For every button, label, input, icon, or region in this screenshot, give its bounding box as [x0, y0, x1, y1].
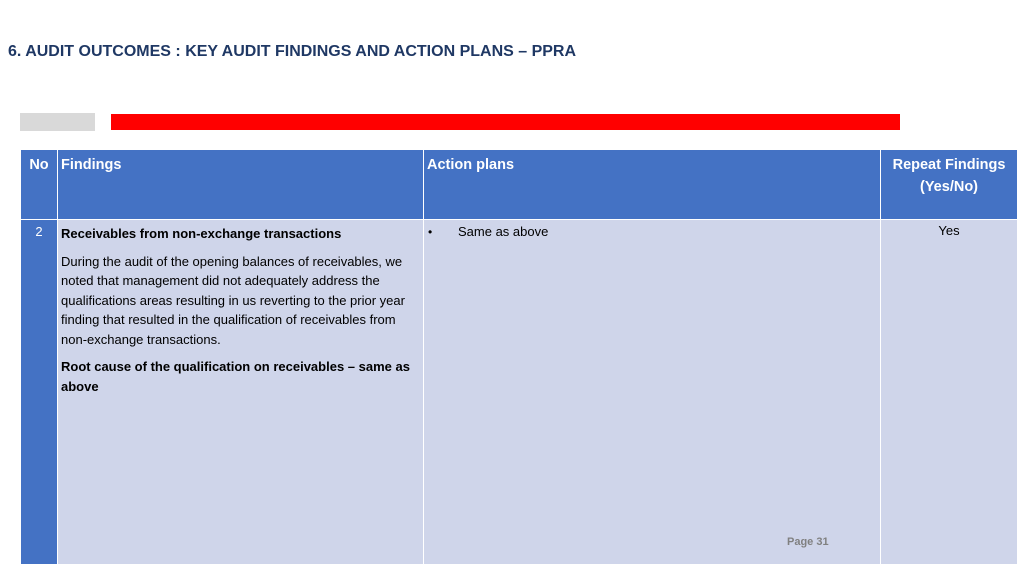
table-row [21, 220, 1018, 565]
grey-accent-bar [20, 113, 95, 131]
row-number: 2 [21, 220, 58, 565]
findings-table [20, 149, 1018, 565]
bullet-dot-icon: • [428, 225, 433, 239]
findings-cell [58, 220, 424, 565]
finding-title: Receivables from non-exchange transactions [61, 226, 342, 241]
repeat-finding-value: Yes [881, 220, 1018, 565]
action-plan-cell [424, 220, 881, 565]
header-repeat-findings: Repeat Findings (Yes/No) [881, 150, 1018, 220]
header-action-plans: Action plans [424, 150, 881, 220]
finding-root-cause: Root cause of the qualification on receivables – same as above [61, 359, 410, 394]
page-number: Page 31 [787, 536, 829, 548]
slide-title: 6. AUDIT OUTCOMES : KEY AUDIT FINDINGS AND ACTION PLANS – PPRA [8, 43, 577, 60]
header-findings: Findings [58, 150, 424, 220]
action-plan-text: Same as above [458, 224, 549, 239]
table-header-row [21, 150, 1018, 220]
red-accent-bar [111, 114, 900, 130]
header-no: No [21, 150, 58, 220]
action-plan-item [428, 224, 876, 240]
finding-body: During the audit of the opening balances of receivables, we noted that management did not adequately address the qualifications areas resulting in us reverting to the prior year finding that resulted in the qualification of receivables from non-exchange transactions. [61, 253, 405, 347]
